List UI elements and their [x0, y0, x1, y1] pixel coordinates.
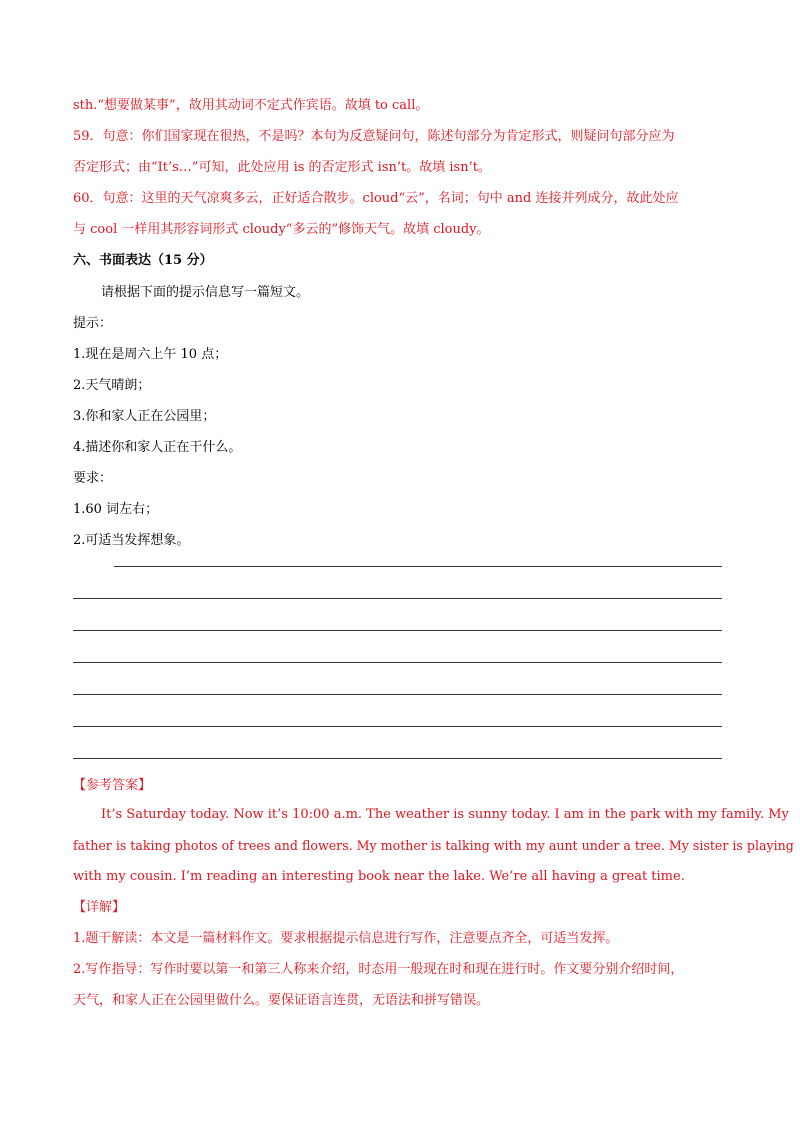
- section-title: 六、书面表达（15 分）: [73, 253, 213, 268]
- answer-line: father is taking photos of trees and flowers. My mother is talking with my aunt under a tree. My sister is playing: [73, 838, 794, 853]
- detail-line: 2.写作指导：写作时要以第一和第三人称来介绍，时态用一般现在时和现在进行时。作文要分别介绍时间，: [73, 962, 684, 977]
- hint-label: 提示：: [73, 316, 113, 331]
- writing-line: [73, 694, 722, 695]
- requirement-label: 要求：: [73, 471, 113, 486]
- answer-line: with my cousin. I’m reading an interesting book near the lake. We’re all having a great time.: [73, 869, 685, 884]
- hint-item: 2.天气晴朗；: [73, 378, 151, 393]
- explanation-line: sth.“想要做某事”，故用其动词不定式作宾语。故填 to call。: [73, 98, 429, 113]
- hint-item: 4.描述你和家人正在干什么。: [73, 440, 242, 455]
- writing-line: [73, 662, 722, 663]
- writing-line: [73, 630, 722, 631]
- answer-label: 【参考答案】: [73, 778, 152, 793]
- explanation-line: 59．句意：你们国家现在很热，不是吗？本句为反意疑问句，陈述句部分为肯定形式，则疑问句部分应为: [73, 129, 675, 144]
- requirement-item: 2.可适当发挥想象。: [73, 533, 190, 548]
- hint-item: 3.你和家人正在公园里；: [73, 409, 216, 424]
- hint-item: 1.现在是周六上午 10 点；: [73, 347, 228, 362]
- explanation-line: 否定形式；由“It’s…”可知，此处应用 is 的否定形式 isn’t。故填 isn’t。: [73, 160, 491, 175]
- answer-line: It’s Saturday today. Now it’s 10:00 a.m. The weather is sunny today. I am in the park with my family. My: [101, 807, 789, 822]
- detail-label: 【详解】: [73, 900, 126, 915]
- detail-line: 天气，和家人正在公园里做什么。要保证语言连贯，无语法和拼写错误。: [73, 993, 490, 1008]
- requirement-item: 1.60 词左右；: [73, 502, 159, 517]
- detail-line: 1.题干解读：本文是一篇材料作文。要求根据提示信息进行写作，注意要点齐全，可适当发挥。: [73, 931, 619, 946]
- explanation-line: 与 cool 一样用其形容词形式 cloudy“多云的”修饰天气。故填 cloudy。: [73, 222, 490, 237]
- explanation-line: 60．句意：这里的天气凉爽多云，正好适合散步。cloud“云”，名词；句中 and 连接并列成分，故此处应: [73, 191, 679, 206]
- writing-line: [73, 726, 722, 727]
- section-instruction: 请根据下面的提示信息写一篇短文。: [101, 285, 310, 300]
- writing-line: [73, 598, 722, 599]
- writing-line: [73, 758, 722, 759]
- writing-line: [114, 566, 722, 567]
